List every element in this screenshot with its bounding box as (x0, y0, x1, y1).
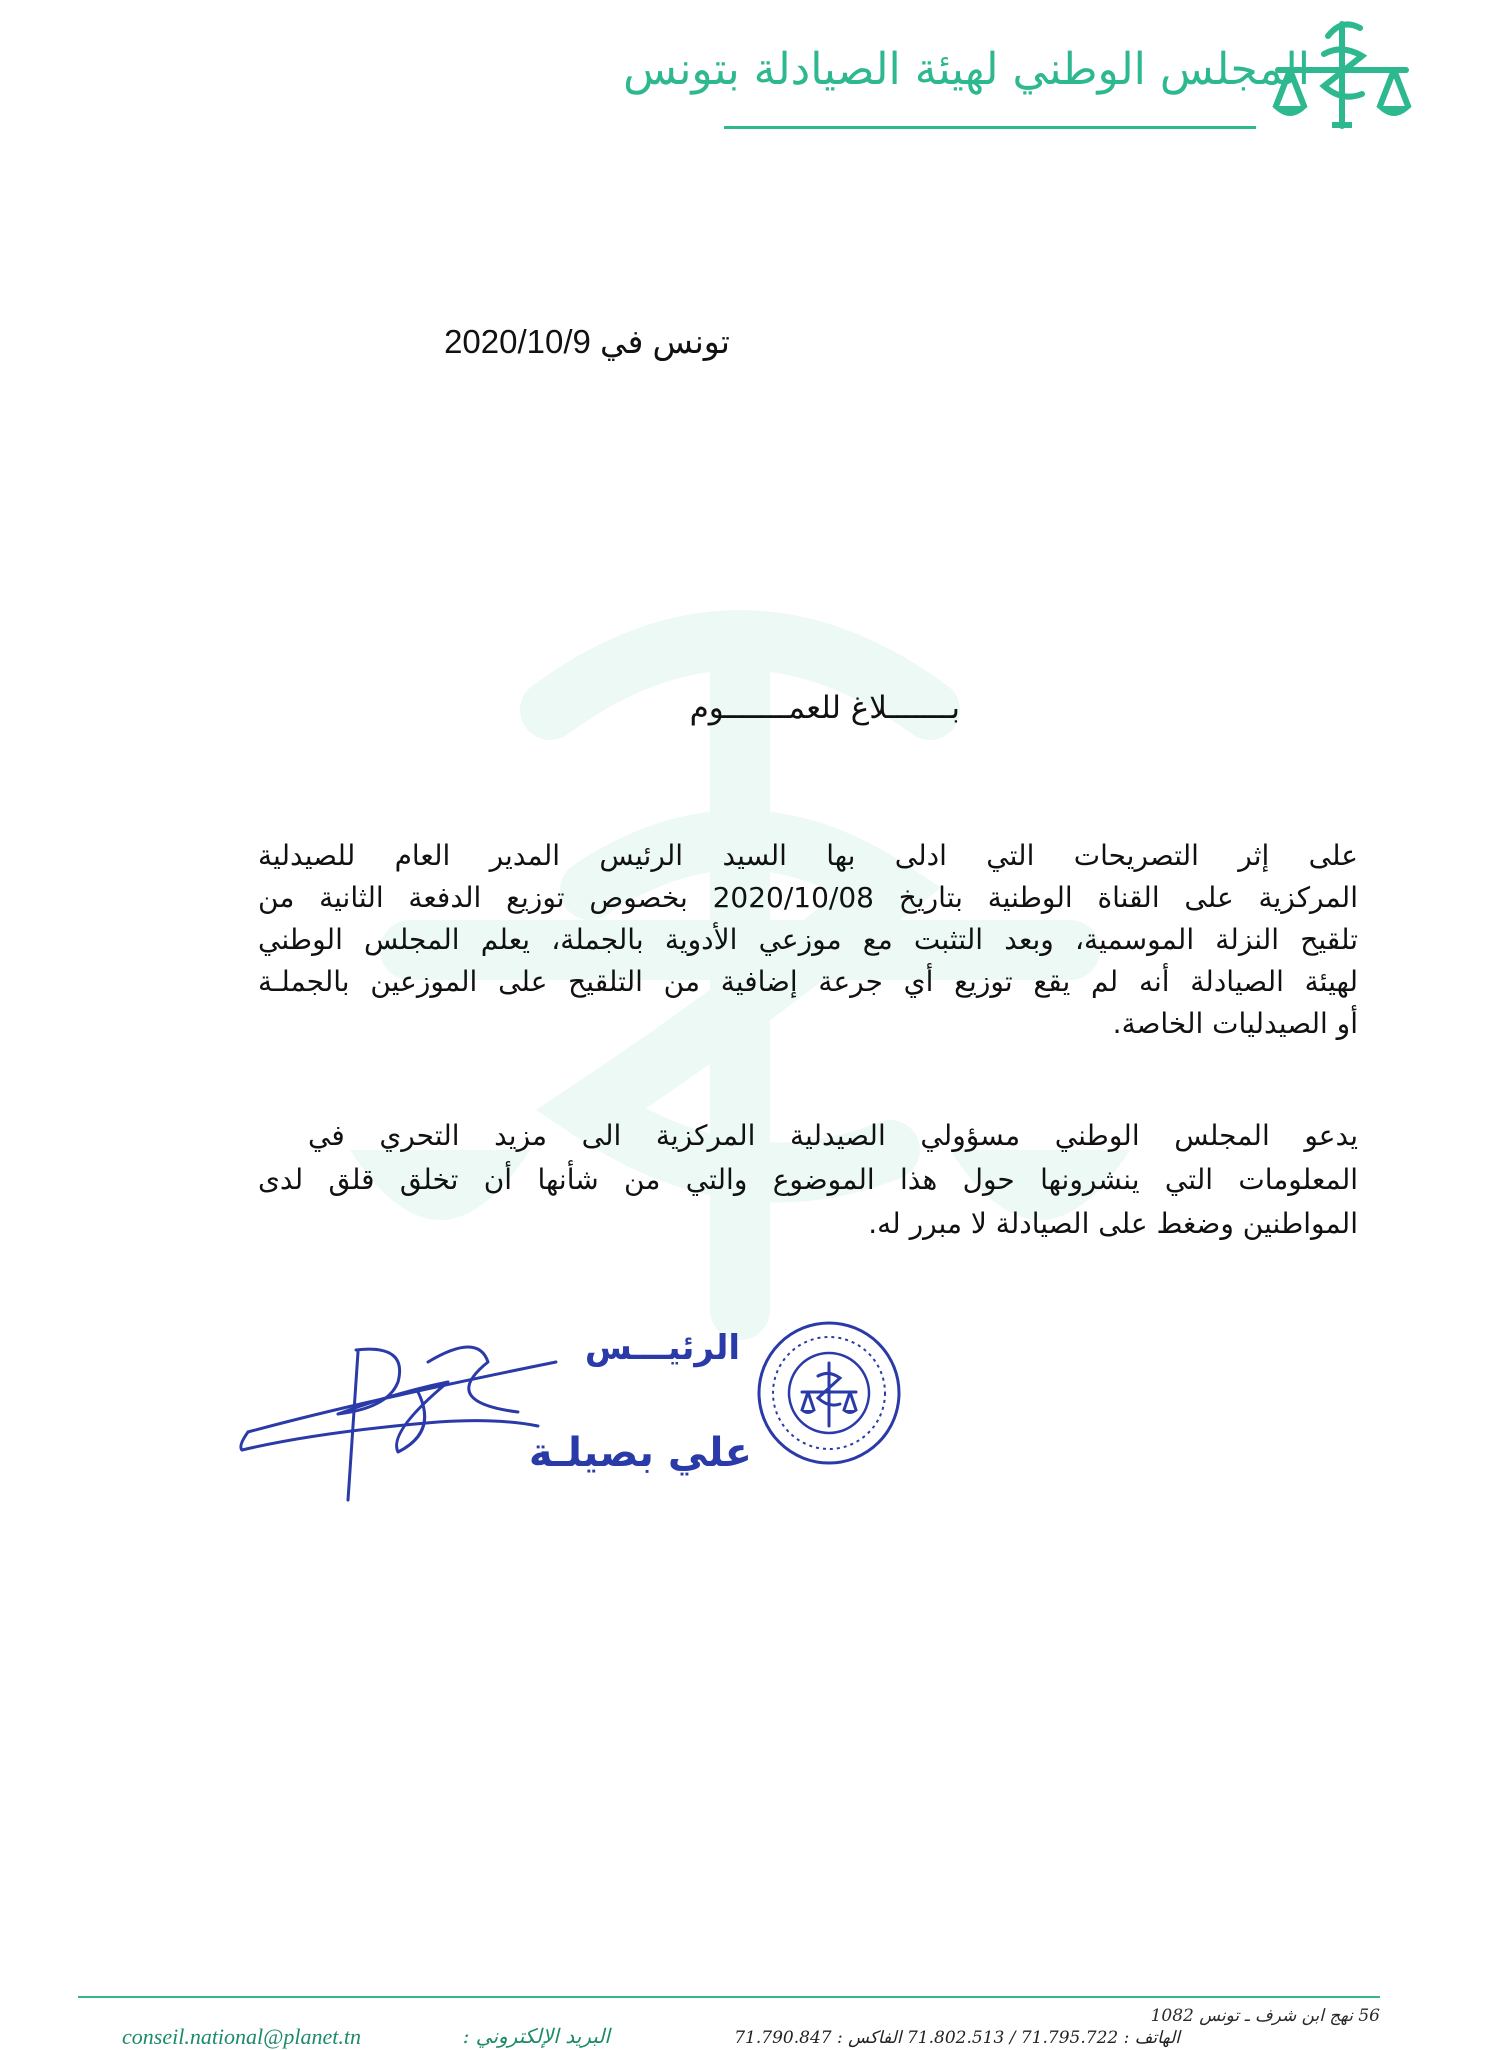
paragraph-line: يدعو المجلس الوطني مسؤولي الصيدلية المركزية الى مزيد التحري في (308, 1119, 1358, 1152)
official-stamp-icon (754, 1318, 904, 1468)
paragraph-line: على إثر التصريحات التي ادلى بها السيد الرئيس المدير العام للصيدلية (258, 839, 1358, 872)
footer-phones: الهاتف : 71.795.722 / 71.802.513 الفاكس : 71.790.847 (734, 2028, 1180, 2048)
pharmacy-scales-logo-icon (1268, 14, 1416, 132)
footer-email-label: البريد الإلكتروني : (462, 2024, 610, 2048)
paragraph-line: المواطنين وضغط على الصيادلة لا مبرر له. (868, 1207, 1358, 1240)
header-organization-name: المجلس الوطني لهيئة الصيادلة بتونس (623, 44, 1310, 95)
footer-email[interactable]: conseil.national@planet.tn (122, 2024, 361, 2049)
handwritten-signature-icon (238, 1322, 558, 1502)
document-date: تونس في 2020/10/9 (444, 323, 730, 360)
footer-divider (78, 1996, 1380, 1998)
paragraph-line: تلقيح النزلة الموسمية، وبعد التثبت مع موزعي الأدوية بالجملة، يعلم المجلس الوطني (258, 923, 1358, 956)
president-name: علي بصيلـة (528, 1430, 752, 1476)
president-title: الرئيـــس (584, 1328, 740, 1368)
header-divider (724, 126, 1256, 129)
paragraph-line: أو الصيدليات الخاصة. (1112, 1007, 1358, 1040)
paragraph-line: لهيئة الصيادلة أنه لم يقع توزيع أي جرعة إضافية من التلقيح على الموزعين بالجملـة (258, 965, 1358, 998)
paragraph-line: المعلومات التي ينشرونها حول هذا الموضوع والتي من شأنها أن تخلق قلق لدى (258, 1163, 1358, 1196)
paragraph-line: المركزية على القناة الوطنية بتاريخ 2020/10/08 بخصوص توزيع الدفعة الثانية من (258, 881, 1358, 914)
notice-title: بـــــــلاغ للعمـــــــوم (689, 690, 960, 726)
footer-address: 56 نهج ابن شرف ـ تونس 1082 (1150, 2006, 1380, 2026)
